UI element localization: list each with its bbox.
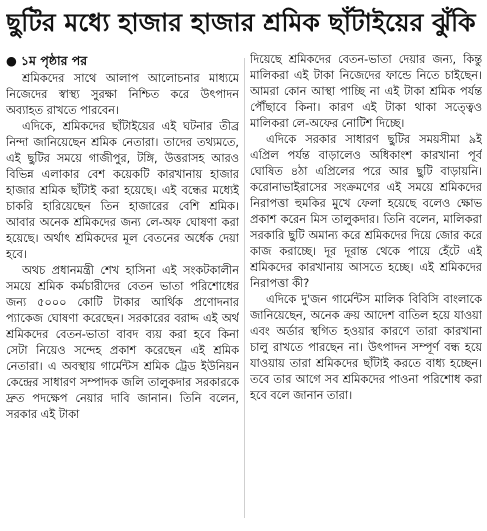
paragraph: শ্রমিকদের সাথে আলাপ আলোচনার মাধ্যমে নিজেদের স্বাস্থ্য সুরক্ষা নিশ্চিত করে উৎপাদন অব্যাহত রাখতে পারবেন। [6, 72, 239, 117]
bullet-icon: ● [6, 53, 17, 68]
column-divider [244, 58, 245, 518]
continuation-note [6, 52, 239, 70]
paragraph: এদিকে দু'জন গার্মেন্টস মালিক বিবিসি বাংলাকে জানিয়েছেন, অনেক ক্রয় আদেশ বাতিল হয়ে যাওয়া এবং অর্ডার স্থগিত হওয়ার কারণে তারা কারখানা চালু রাখতে পারছেন না। উৎপাদন সম্পূর্ণ বন্ধ হয়ে যাওয়ায় তারা শ্রমিকদের ছাঁটাই করতে বাধ্য হচ্ছেন। তবে তার আগে সব শ্রমিকদের পাওনা পরিশোধ করা হবে বলে জানান তারা। [250, 293, 482, 402]
paragraph: দিয়েছে শ্রমিকদের বেতন-ভাতা দেয়ার জন্য, কিন্তু মালিকরা এই টাকা নিজেদের ফান্ডে নিতে চাইছেন। আমরা কোন আস্থা পাচ্ছি না এই টাকা শ্রমিক পর্যন্ত পৌঁছাবে কিনা। কারণ এই টাকা থাকা সত্ত্বেও মালিকরা লে-অফের নোটিশ দিচ্ছে। [250, 53, 482, 130]
paragraph: এদিকে, শ্রমিকদের ছাঁটাইয়ের এই ঘটনার তীব্র নিন্দা জানিয়েছেন শ্রমিক নেতারা। তাদের তথ্যমতে, এই ছুটির সময়ে গাজীপুর, টঙ্গি, উত্তরাসহ আরও বিভিন্ন এলাকার বেশ কয়েকটি কারখানায় হাজার হাজার শ্রমিক ছাঁটাই করা হয়েছে। এই বন্ধের মধ্যেই চাকরি হারিয়েছেন তিন হাজারের বেশি শ্রমিক। আবার অনেক শ্রমিকদের জন্য লে-অফ ঘোষণা করা হয়েছে। অর্থাৎ শ্রমিকদের মূল বেতনের অর্ধেক দেয়া হবে। [6, 120, 239, 261]
article-headline: ছুটির মধ্যে হাজার হাজার শ্রমিক ছাঁটাইয়ের ঝুঁকি [6, 8, 476, 37]
paragraph: অথচ প্রধানমন্ত্রী শেখ হাসিনা এই সংকটকালীন সময়ে শ্রমিক কর্মচারীদের বেতন ভাতা পরিশোধের জন্য ৫০০০ কোটি টাকার আর্থিক প্রণোদনার প্যাকেজ ঘোষণা করেছেন। সরকারের বরাদ্দ এই অর্থ শ্রমিকদের বেতন-ভাতা বাবদ ব্যয় করা হবে কিনা সেটা নিয়েও সন্দেহ প্রকাশ করেছেন এই শ্রমিক নেতারা। এ অবস্থায় গার্মেন্টস শ্রমিক ট্রেড ইউনিয়ন কেন্দ্রের সাধারণ সম্পাদক জলি তালুকদার সরকারকে দ্রুত পদক্ষেপ নেয়ার দাবি জানান। তিনি বলেন, সরকার এই টাকা [6, 264, 239, 421]
article-column-right [250, 52, 482, 524]
paragraph: এদিকে সরকার সাধারণ ছুটির সময়সীমা ৯ই এপ্রিল পর্যন্ত বাড়ালেও অধিকাংশ কারখানা পূর্ব ঘোষিত ৪ঠা এপ্রিলের পরে আর ছুটি বাড়ায়নি। করোনাভাইরাসের সংক্রমণের এই সময়ে শ্রমিকদের নিরাপত্তা হুমকির মুখে ফেলা হয়েছে বলেও ক্ষোভ প্রকাশ করেন মিস তালুকদার। তিনি বলেন, মালিকরা সরকারি ছুটি অমান্য করে শ্রমিকদের দিয়ে জোর করে কাজ করাচ্ছে। দূর দূরান্ত থেকে পায়ে হেঁটে এই শ্রমিকদের কারখানায় আসতে হচ্ছে। এই শ্রমিকদের নিরাপত্তা কী? [250, 133, 482, 290]
article-column-left [6, 52, 239, 524]
continuation-label: ১ম পৃষ্ঠার পর [20, 53, 88, 68]
